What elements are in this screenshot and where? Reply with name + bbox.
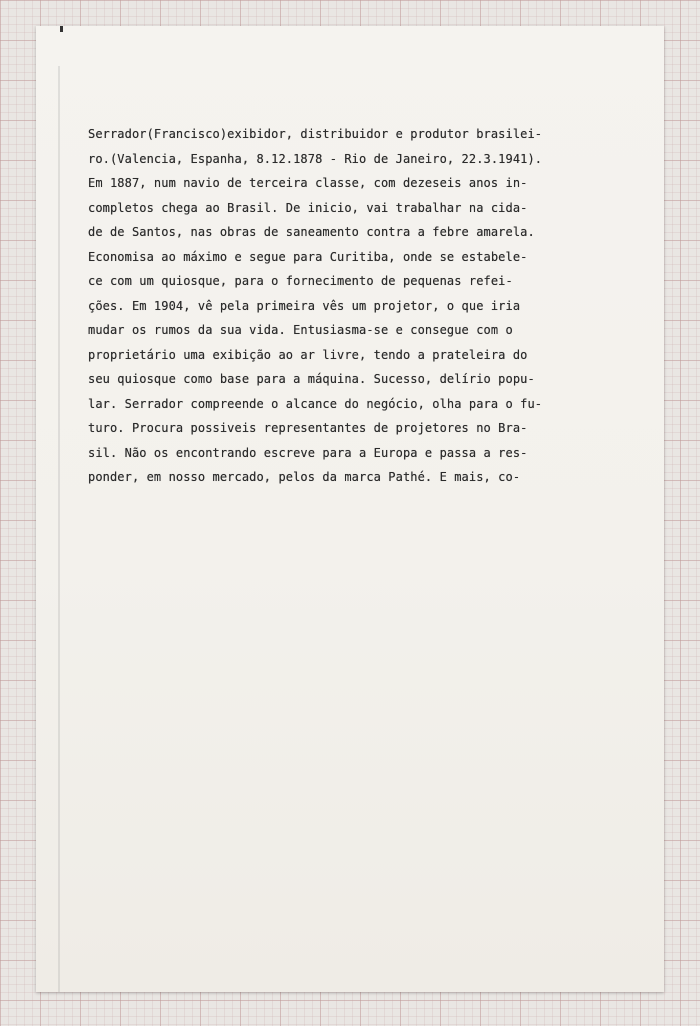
text-line: ções. Em 1904, vê pela primeira vês um projetor, o que iria [88, 298, 521, 313]
text-line: lar. Serrador compreende o alcance do negócio, olha para o fu- [88, 396, 543, 411]
corner-mark [60, 26, 63, 32]
typed-paragraph [88, 122, 608, 490]
text-line: completos chega ao Brasil. De inicio, vai trabalhar na cida- [88, 200, 528, 215]
text-line: proprietário uma exibição ao ar livre, tendo a prateleira do [88, 347, 528, 362]
text-line: Em 1887, num navio de terceira classe, com dezeseis anos in- [88, 176, 528, 190]
text-line: seu quiosque como base para a máquina. Sucesso, delírio popu- [88, 372, 535, 386]
typed-page [36, 26, 664, 992]
text-line: de de Santos, nas obras de saneamento contra a febre amarela. [88, 225, 535, 239]
text-line: ponder, em nosso mercado, pelos da marca Pathé. E mais, co- [88, 470, 521, 484]
text-line: turo. Procura possiveis representantes de projetores no Bra- [88, 421, 528, 435]
text-line: Economisa ao máximo e segue para Curitiba, onde se estabele- [88, 249, 528, 264]
text-line: ce com um quiosque, para o fornecimento de pequenas refei- [88, 274, 513, 288]
text-line: ro.(Valencia, Espanha, 8.12.1878 - Rio de Janeiro, 22.3.1941). [88, 151, 543, 166]
text-line: sil. Não os encontrando escreve para a Europa e passa a res- [88, 445, 528, 460]
text-line: mudar os rumos da sua vida. Entusiasma-se e consegue com o [88, 323, 513, 337]
text-line: Serrador(Francisco)exibidor, distribuidor e produtor brasilei- [88, 127, 543, 141]
